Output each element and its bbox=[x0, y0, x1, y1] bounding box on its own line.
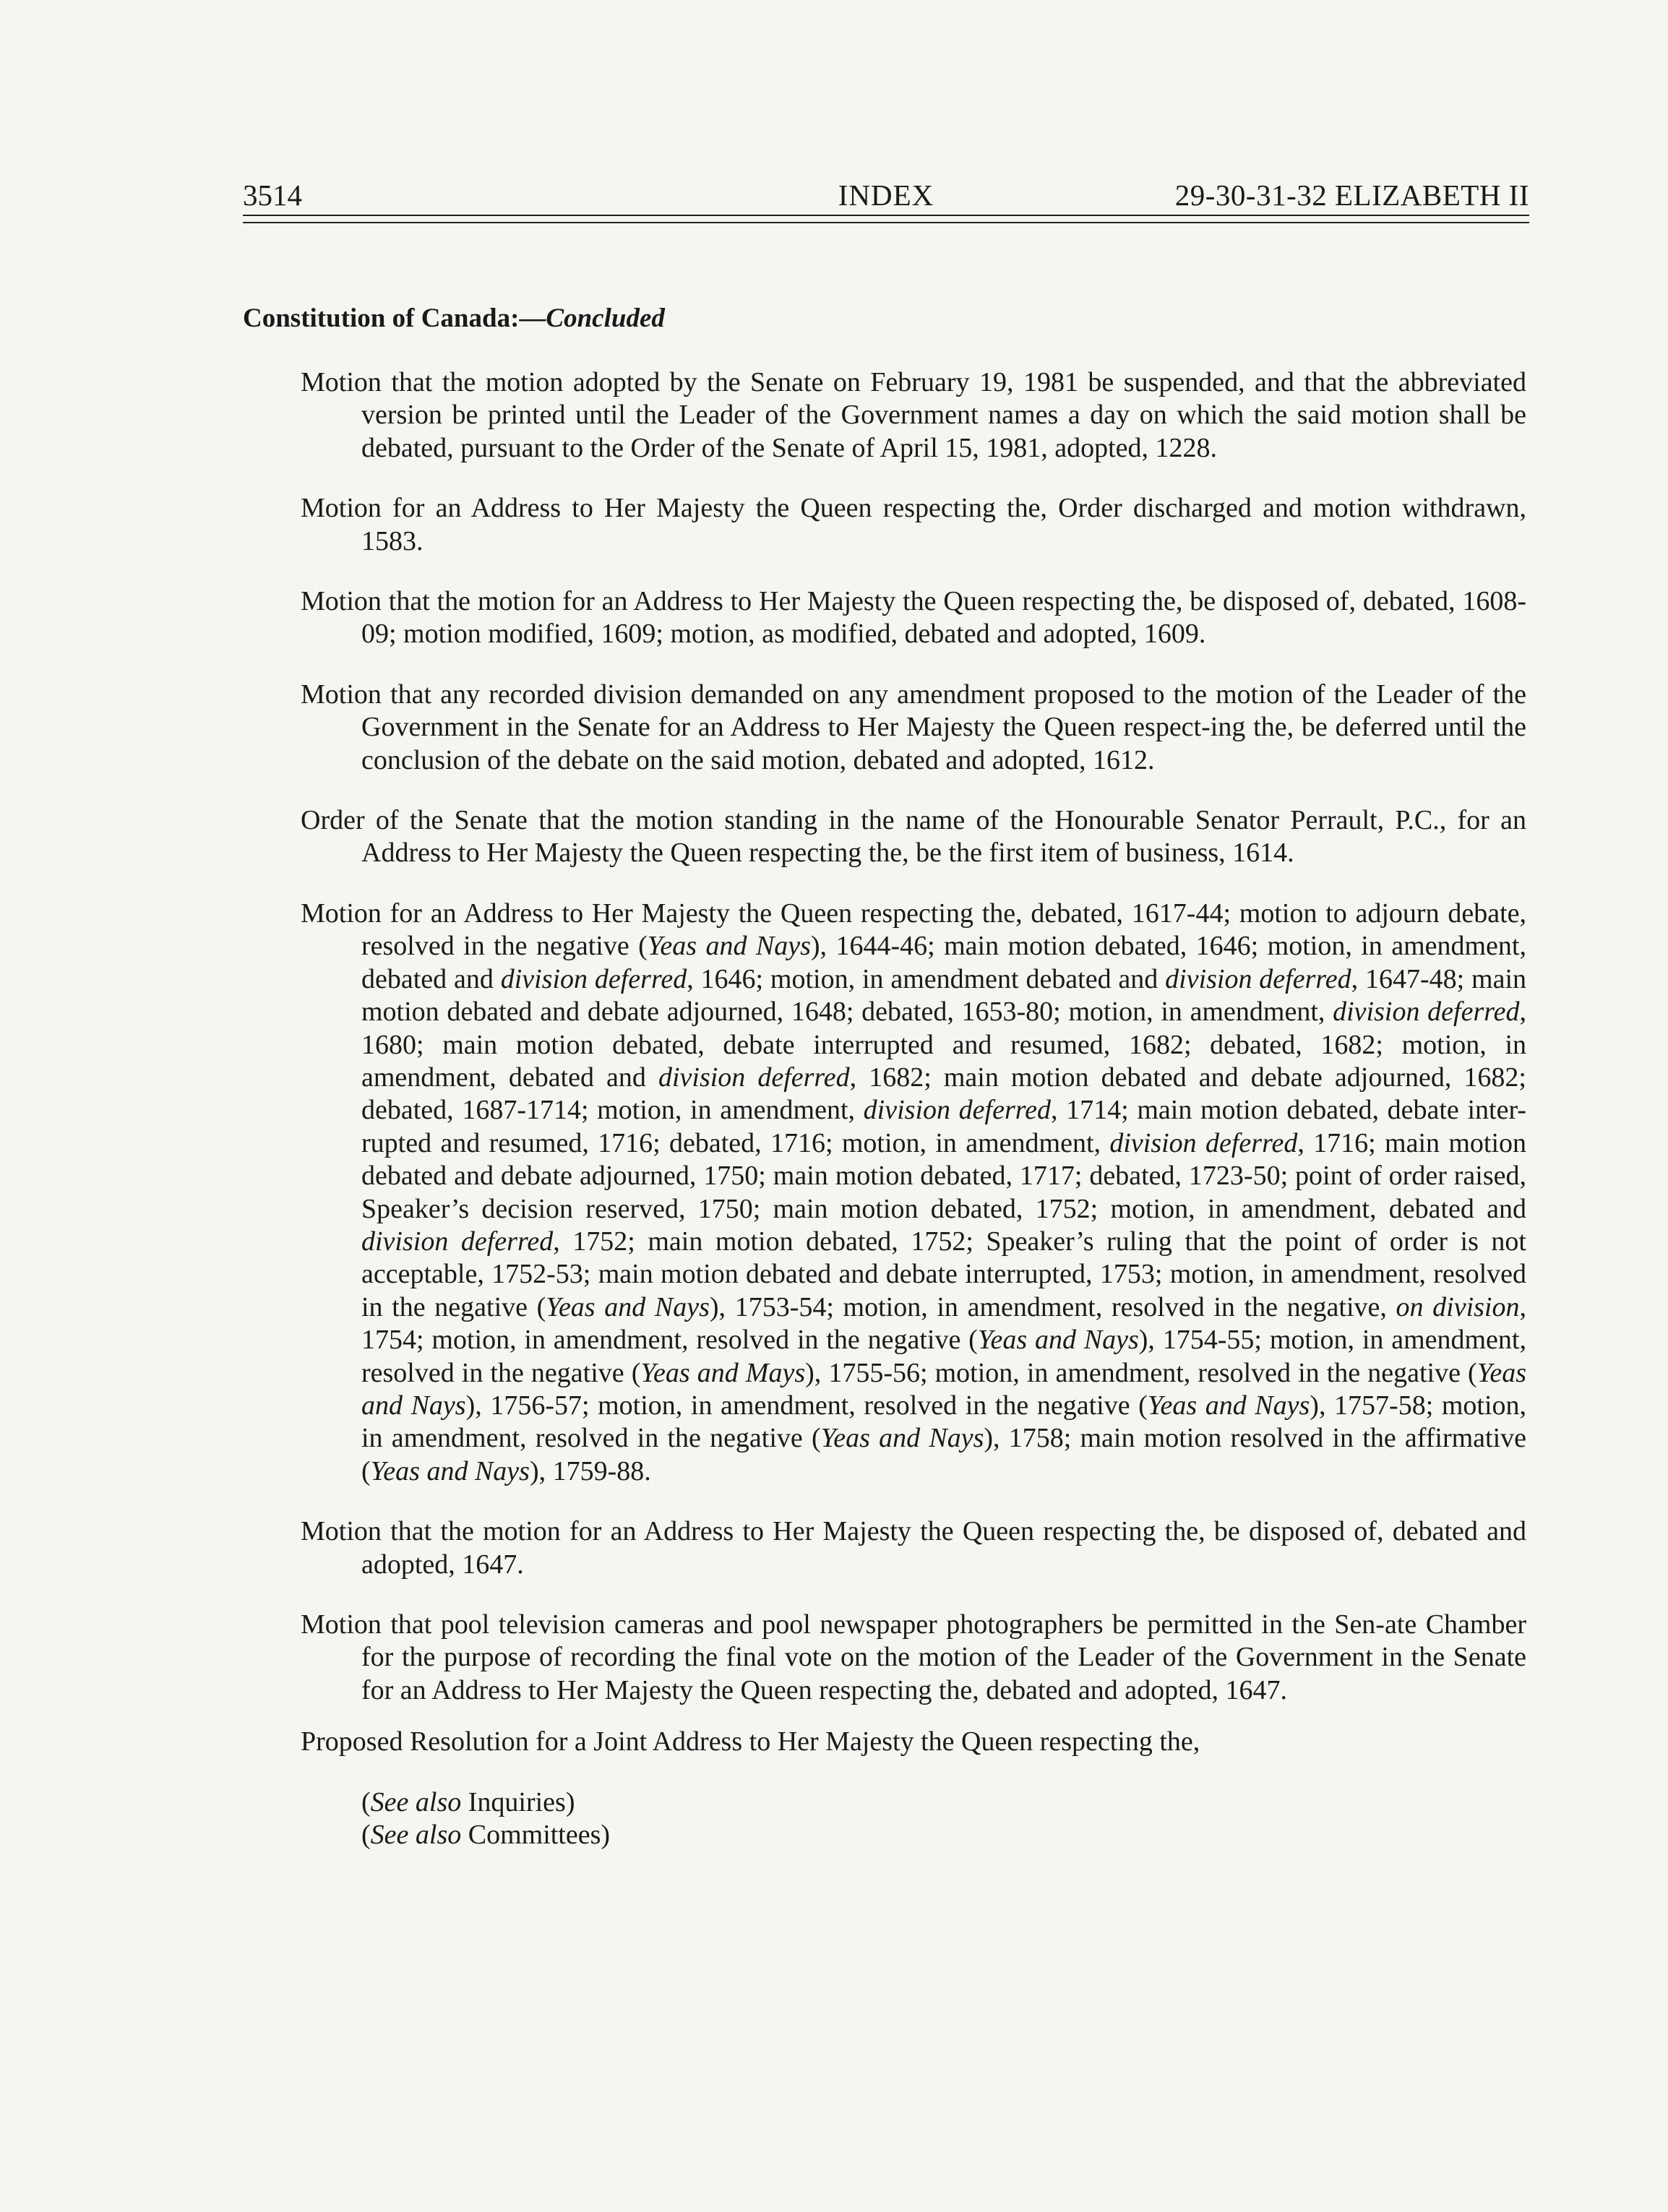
see-also-target: Committees) bbox=[461, 1820, 611, 1851]
see-also-target: Inquiries) bbox=[461, 1786, 575, 1817]
text-run: ), 1644-46; main motion debated, 1646; motion, in amendment, debated and bbox=[361, 931, 1526, 994]
text-run: , 1716; main motion debated and debate adjourned, 1750; main motion debated, 1717; debated, 1723-50; point of order raised, Speaker’s decision reserved, 1750; main motion debated, 1752; motion, in amendment, debated and bbox=[361, 1127, 1527, 1224]
text-run: , 1714; main motion debated, debate inter-rupted and resumed, 1716; debated, 1716; motion, in amendment, bbox=[361, 1095, 1526, 1158]
text-run: , 1680; main motion debated, debate interrupted and resumed, 1682; debated, 1682; motion, in amendment, debated and bbox=[361, 997, 1526, 1093]
italic-run: Yeas and Nays bbox=[647, 931, 811, 962]
italic-run: division deferred bbox=[500, 963, 687, 994]
text-run: Motion for an Address to Her Majesty the Queen respecting the, debated, 1617-44; motion to adjourn debate, resolved in the negative ( bbox=[301, 898, 1526, 962]
italic-run: Yeas and Nays bbox=[546, 1291, 710, 1322]
text-run: , 1646; motion, in amendment debated and bbox=[687, 963, 1166, 994]
index-entry: Order of the Senate that the motion standing in the name of the Honourable Senator Perrault, P.C., for an Address to Her Majesty the Queen respecting the, be the first item of business, 1614. bbox=[301, 805, 1526, 869]
section-title: INDEX bbox=[838, 178, 934, 212]
heading-title: Constitution of Canada:— bbox=[243, 304, 546, 333]
index-entry-long bbox=[301, 898, 1527, 1488]
italic-run: Yeas and Nays bbox=[370, 1455, 530, 1486]
page-number: 3514 bbox=[243, 178, 302, 212]
italic-run: Yeas and Nays bbox=[1147, 1390, 1310, 1421]
text-run: ), 1754-55; motion, in amendment, resolved in the negative ( bbox=[361, 1325, 1526, 1388]
text-run: , 1682; main motion debated and debate adjourned, 1682; debated, 1687-1714; motion, in amendment, bbox=[361, 1062, 1526, 1126]
italic-run: Yeas and Nays bbox=[977, 1325, 1139, 1356]
see-also-label: See also bbox=[370, 1786, 462, 1817]
italic-run: division deferred bbox=[1333, 997, 1520, 1028]
heading-continuation: Concluded bbox=[546, 304, 665, 333]
italic-run: Yeas and Nays bbox=[820, 1423, 984, 1454]
italic-run: Yeas and Nays bbox=[361, 1357, 1526, 1421]
text-run: ), 1757-58; motion, in amendment, resolved in the negative ( bbox=[361, 1390, 1527, 1454]
text-run: , 1647-48; main motion debated and debate adjourned, 1648; debated, 1653-80; motion, in amendment, bbox=[361, 963, 1527, 1028]
italic-run: division deferred bbox=[361, 1226, 554, 1257]
see-also-committees: (See also Committees) bbox=[361, 1820, 611, 1851]
running-head bbox=[243, 173, 1529, 217]
index-heading bbox=[243, 298, 1529, 339]
text-run: , 1754; motion, in amendment, resolved in the negative ( bbox=[361, 1291, 1526, 1356]
header-rule-bottom bbox=[243, 222, 1529, 223]
text-run: , 1752; main motion debated, 1752; Speaker’s ruling that the point of order is not acceptable, 1752-53; main motion debated and debate interrupted, 1753; motion, in amendment, resolved in the negative ( bbox=[361, 1226, 1526, 1322]
index-entry: Motion that any recorded division demanded on any amendment proposed to the motion of the Leader of the Government in the Senate for an Address to Her Majesty the Queen respect-ing the, be deferred until the conclusion of the debate on the said motion, debated and adopted, 1612. bbox=[301, 679, 1526, 775]
see-also-label: See also bbox=[370, 1820, 462, 1851]
text-run: ), 1755-56; motion, in amendment, resolved in the negative ( bbox=[805, 1357, 1477, 1388]
regnal-years: 29-30-31-32 ELIZABETH II bbox=[1174, 178, 1529, 212]
italic-run: division deferred bbox=[1165, 963, 1351, 994]
index-entry: Motion that the motion for an Address to Her Majesty the Queen respecting the, be disposed of, debated and adopted, 1647. bbox=[301, 1516, 1526, 1580]
index-entry: Motion for an Address to Her Majesty the Queen respecting the, Order discharged and motion withdrawn, 1583. bbox=[301, 493, 1526, 556]
text-run: ), 1758; main motion resolved in the affirmative ( bbox=[361, 1423, 1526, 1486]
see-also-inquiries: (See also Inquiries) bbox=[361, 1786, 575, 1817]
index-entry: Motion that pool television cameras and pool newspaper photographers be permitted in the Sen-ate Chamber for the purpose of recording the final vote on the motion of the Leader of the Government in the Senate for an Address to Her Majesty the Queen respecting the, debated and adopted, 1647. bbox=[301, 1609, 1526, 1705]
index-entry-final: Proposed Resolution for a Joint Address to Her Majesty the Queen respecting the, bbox=[301, 1726, 1200, 1757]
header-rule-top bbox=[243, 215, 1529, 216]
text-run: ), 1759-88. bbox=[529, 1455, 651, 1486]
italic-run: division deferred bbox=[1109, 1127, 1298, 1158]
index-content bbox=[243, 298, 1529, 1851]
italic-run: on division bbox=[1396, 1291, 1520, 1322]
italic-run: division deferred bbox=[658, 1062, 850, 1093]
italic-run: division deferred bbox=[863, 1095, 1051, 1126]
index-entry: Motion that the motion for an Address to Her Majesty the Queen respecting the, be disposed of, debated, 1608-09; motion modified, 1609; motion, as modified, debated and adopted, 1609. bbox=[301, 586, 1526, 650]
text-run: ), 1753-54; motion, in amendment, resolved in the negative, bbox=[709, 1291, 1396, 1322]
italic-run: Yeas and Mays bbox=[640, 1357, 806, 1388]
text-run: ), 1756-57; motion, in amendment, resolved in the negative ( bbox=[465, 1390, 1148, 1421]
index-entry: Motion that the motion adopted by the Senate on February 19, 1981 be suspended, and that the abbreviated version be printed until the Leader of the Government names a day on which the said motion shall be debated, pursuant to the Order of the Senate of April 15, 1981, adopted, 1228. bbox=[301, 367, 1526, 463]
